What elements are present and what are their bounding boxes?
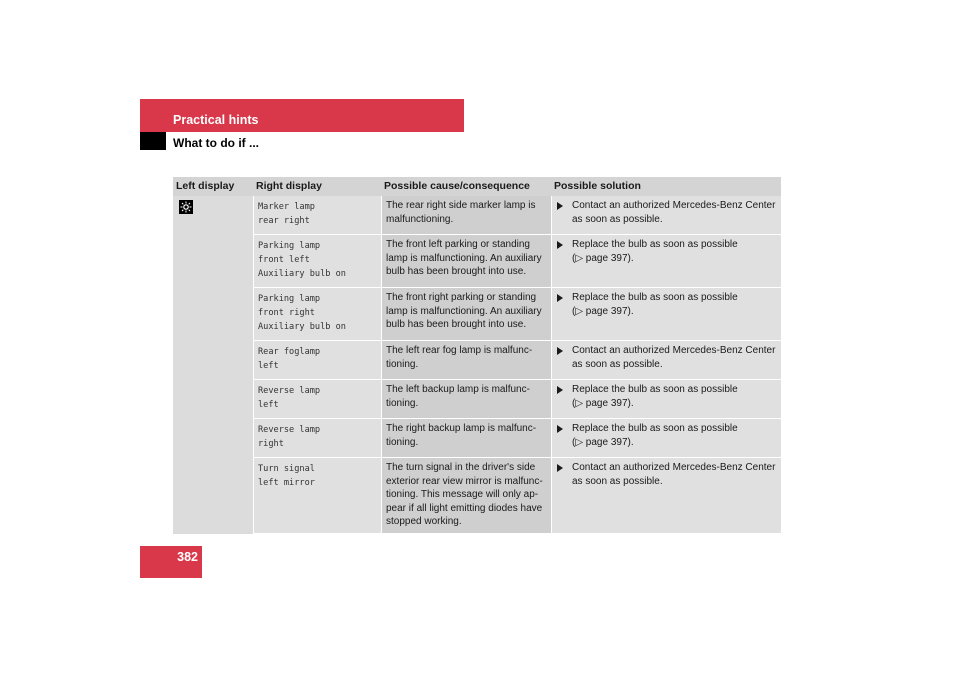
table-row bbox=[254, 235, 781, 288]
bullet-arrow-icon bbox=[557, 202, 563, 210]
cause-text-line: The right backup lamp is malfunc- bbox=[386, 423, 537, 434]
cause-text bbox=[382, 458, 552, 533]
header-marker bbox=[140, 132, 166, 150]
cause-text-line: The left backup lamp is malfunc- bbox=[386, 384, 530, 395]
solution-text-line: Contact an authorized Mercedes-Benz Center bbox=[572, 200, 776, 211]
right-display-text-line: left bbox=[258, 400, 279, 410]
table-header bbox=[173, 177, 781, 196]
cause-text-line: lamp is malfunctioning. An auxiliary bbox=[386, 305, 542, 317]
right-display-text-line: Reverse lamp bbox=[258, 386, 321, 396]
cause-text-line: The front right parking or standing bbox=[386, 292, 537, 303]
bullet-arrow-icon bbox=[557, 347, 563, 355]
solution-text-line: as soon as possible. bbox=[572, 358, 663, 370]
cause-text-line: The left rear fog lamp is malfunc- bbox=[386, 345, 533, 356]
right-display-text-line: right bbox=[258, 439, 284, 449]
right-display-text bbox=[254, 235, 382, 287]
right-display-text bbox=[254, 458, 382, 533]
column-header: Right display bbox=[256, 180, 322, 192]
solution-text-line: Replace the bulb as soon as possible bbox=[572, 292, 738, 303]
bullet-arrow-icon bbox=[557, 386, 563, 394]
right-display-text bbox=[254, 380, 382, 418]
subsection-title: What to do if ... bbox=[173, 136, 259, 150]
cause-text-line: tioning. This message will only ap- bbox=[386, 489, 539, 500]
column-header: Possible cause/consequence bbox=[384, 180, 530, 192]
cause-text-line: tioning. bbox=[386, 397, 419, 409]
bullet-arrow-icon bbox=[557, 464, 563, 472]
solution-text-line: as soon as possible. bbox=[572, 475, 663, 487]
table-row bbox=[254, 380, 781, 419]
right-display-text bbox=[254, 419, 382, 457]
right-display-text-line: Auxiliary bulb on bbox=[258, 322, 346, 332]
table-row bbox=[254, 196, 781, 235]
right-display-text-line: left bbox=[258, 361, 279, 371]
cause-text-line: exterior rear view mirror is malfunc- bbox=[386, 475, 543, 487]
table-body bbox=[254, 196, 781, 534]
right-display-text-line: left mirror bbox=[258, 478, 315, 488]
solution-text bbox=[552, 288, 781, 340]
cause-text-line: malfunctioning. bbox=[386, 213, 454, 225]
solution-text-line: (▷ page 397). bbox=[572, 305, 634, 317]
solution-text-line: Contact an authorized Mercedes-Benz Center bbox=[572, 345, 776, 356]
solution-text-line: Replace the bulb as soon as possible bbox=[572, 384, 738, 395]
cause-text-line: tioning. bbox=[386, 358, 419, 370]
bullet-arrow-icon bbox=[557, 241, 563, 249]
cause-text-line: The turn signal in the driver's side bbox=[386, 462, 536, 473]
column-header: Left display bbox=[176, 180, 235, 192]
cause-text-line: stopped working. bbox=[386, 516, 462, 527]
column-header: Possible solution bbox=[554, 180, 641, 192]
solution-text bbox=[552, 196, 781, 234]
bullet-arrow-icon bbox=[557, 425, 563, 433]
page-number: 382 bbox=[140, 546, 202, 578]
cause-text-line: The front left parking or standing bbox=[386, 239, 530, 250]
cause-text-line: tioning. bbox=[386, 436, 419, 448]
cause-text-line: pear if all light emitting diodes have bbox=[386, 502, 543, 514]
right-display-text-line: Reverse lamp bbox=[258, 425, 321, 435]
solution-text bbox=[552, 458, 781, 533]
cause-text bbox=[382, 380, 552, 418]
left-display-cell bbox=[173, 196, 254, 534]
cause-text bbox=[382, 196, 552, 234]
bullet-arrow-icon bbox=[557, 294, 563, 302]
solution-text bbox=[552, 235, 781, 287]
right-display-text bbox=[254, 341, 382, 379]
table-row bbox=[254, 458, 781, 534]
right-display-text-line: Parking lamp bbox=[258, 241, 321, 251]
table-row bbox=[254, 288, 781, 341]
right-display-text-line: Turn signal bbox=[258, 464, 315, 474]
solution-text-line: Replace the bulb as soon as possible bbox=[572, 423, 738, 434]
right-display-text bbox=[254, 288, 382, 340]
solution-text-line: Replace the bulb as soon as possible bbox=[572, 239, 738, 250]
cause-text-line: The rear right side marker lamp is bbox=[386, 200, 536, 211]
cause-text bbox=[382, 288, 552, 340]
cause-text bbox=[382, 419, 552, 457]
solution-text-line: (▷ page 397). bbox=[572, 397, 634, 409]
table-row bbox=[254, 419, 781, 458]
right-display-text-line: Auxiliary bulb on bbox=[258, 269, 346, 279]
cause-text-line: bulb has been brought into use. bbox=[386, 266, 527, 277]
right-display-text-line: Rear foglamp bbox=[258, 347, 321, 357]
right-display-text-line: rear right bbox=[258, 216, 310, 226]
solution-text bbox=[552, 341, 781, 379]
solution-text-line: (▷ page 397). bbox=[572, 436, 634, 448]
right-display-text-line: Parking lamp bbox=[258, 294, 321, 304]
solution-text-line: as soon as possible. bbox=[572, 213, 663, 225]
solution-text bbox=[552, 380, 781, 418]
section-title: Practical hints bbox=[173, 113, 259, 127]
cause-text bbox=[382, 235, 552, 287]
cause-text-line: bulb has been brought into use. bbox=[386, 319, 527, 330]
right-display-text-line: front right bbox=[258, 308, 315, 318]
right-display-text-line: Marker lamp bbox=[258, 202, 315, 212]
cause-text bbox=[382, 341, 552, 379]
solution-text-line: Contact an authorized Mercedes-Benz Center bbox=[572, 462, 776, 473]
solution-text-line: (▷ page 397). bbox=[572, 252, 634, 264]
exterior-lamp-icon bbox=[179, 200, 193, 214]
solution-text bbox=[552, 419, 781, 457]
cause-text-line: lamp is malfunctioning. An auxiliary bbox=[386, 252, 542, 264]
right-display-text-line: front left bbox=[258, 255, 310, 265]
right-display-text bbox=[254, 196, 382, 234]
table-row bbox=[254, 341, 781, 380]
message-table bbox=[173, 177, 781, 534]
